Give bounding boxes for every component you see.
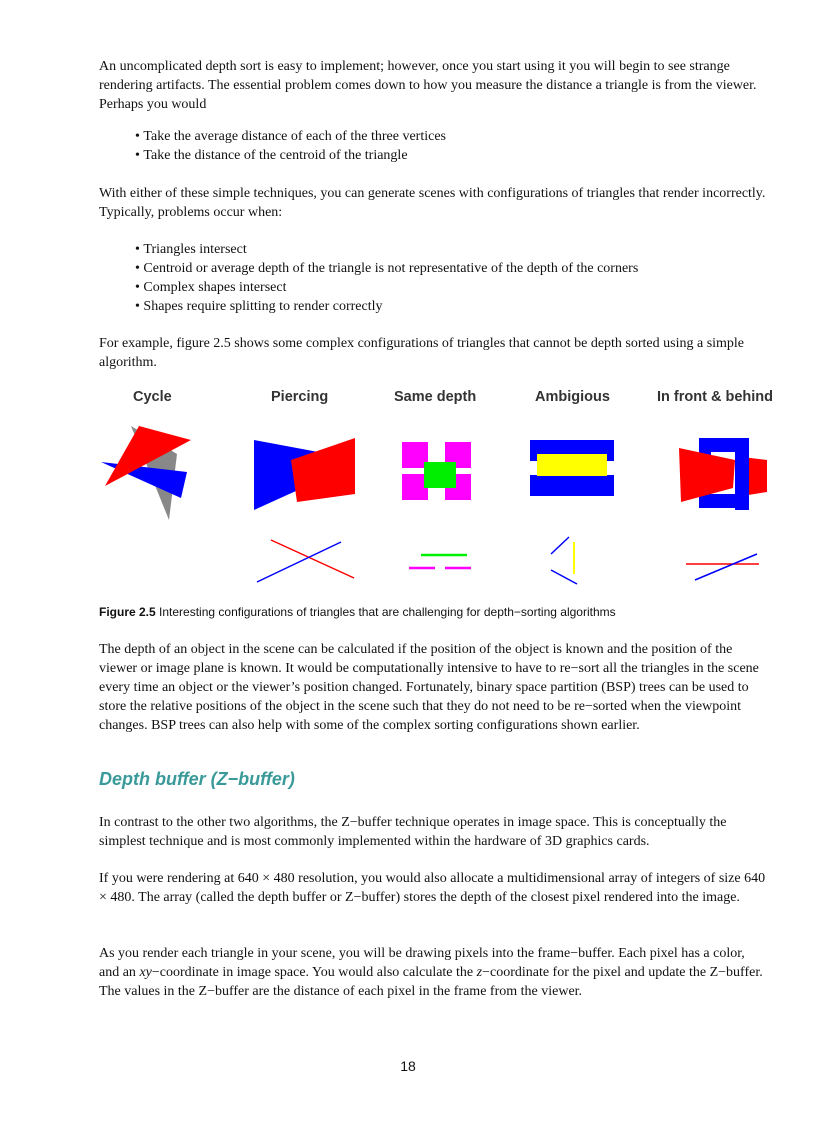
in-front-behind-diagram [679, 438, 767, 580]
page-number: 18 [400, 1058, 416, 1074]
ambigious-blue-edge [551, 537, 569, 554]
section-heading: Depth buffer (Z−buffer) [99, 769, 295, 789]
figure-illustration [99, 382, 779, 594]
list-item: • Take the average distance of each of the three vertices [135, 127, 755, 146]
text-run: −coordinate for the pixel and update the Z−buffer. The values in the Z−buffer are the distance of each pixel in the frame from the viewer. [99, 965, 763, 999]
list-item: • Shapes require splitting to render correctly [135, 297, 755, 316]
cycle-diagram [101, 426, 191, 520]
list-item: • Complex shapes intersect [135, 278, 755, 297]
same-depth-green-square [424, 462, 456, 488]
italic-xy: xy [139, 965, 152, 980]
ambigious-yellow-bar [537, 454, 607, 476]
list-item: • Centroid or average depth of the triangle is not representative of the depth of the corners [135, 259, 755, 278]
bullet-list-problems [135, 240, 755, 316]
piercing-blue-edge [257, 542, 341, 582]
in-front-behind-blue-edge [695, 554, 757, 580]
zbuffer-paragraph-1: In contrast to the other two algorithms, the Z−buffer technique operates in image space. This is conceptually the simplest technique and is most commonly implemented within the hardware of 3D graphics cards. [99, 815, 727, 849]
zbuffer-paragraph-2: If you were rendering at 640 × 480 resolution, you would also allocate a multidimensional array of integers of size 640 × 480. The array (called the depth buffer or Z−buffer) stores the depth of the closest pixel rendered into the image. [99, 871, 766, 905]
in-front-behind-blue-post [735, 448, 749, 510]
list-item: • Triangles intersect [135, 240, 755, 259]
piercing-diagram [254, 438, 355, 582]
figure-label-same-depth: Same depth [394, 389, 477, 405]
figure-number: Figure 2.5 [99, 605, 156, 619]
figure-label-in-front-behind: In front & behind [657, 389, 773, 405]
intro-paragraph: An uncomplicated depth sort is easy to implement; however, once you start using it you will begin to see strange rendering artifacts. The essential problem comes down to how you measure the distance a triangle is from the viewer. Perhaps you would [99, 59, 757, 112]
depth-paragraph: The depth of an object in the scene can be calculated if the position of the object is known and the position of the viewer or image plane is known. It would be computationally intensive to have to re−sort all the triangles in the scene every time an object or the viewer’s position changed. Fortunately, binary space partition (BSP) trees can be used to store the relative positions of the object in the scene such that they do not need to be re−sorted when the viewpoint changes. BSP trees can also help with some of the complex sorting configurations shown earlier. [99, 642, 759, 733]
italic-z: z [476, 965, 483, 980]
bullet-list-measure [135, 127, 755, 165]
text-run: −coordinate in image space. You would also calculate the [151, 965, 477, 980]
zbuffer-paragraph-3 [99, 944, 767, 1001]
figure-caption [99, 603, 779, 622]
same-depth-diagram [402, 442, 471, 568]
example-paragraph: For example, figure 2.5 shows some complex configurations of triangles that cannot be depth sorted using a simple algorithm. [99, 336, 745, 370]
figure-label-cycle: Cycle [133, 389, 172, 405]
figure-caption-text: Interesting configurations of triangles that are challenging for depth−sorting algorithms [155, 605, 616, 619]
either-paragraph: With either of these simple techniques, you can generate scenes with configurations of triangles that render incorrectly. Typically, problems occur when: [99, 186, 766, 220]
piercing-red-triangle [291, 438, 355, 502]
figure-2-5 [99, 382, 779, 594]
ambigious-diagram [524, 440, 620, 584]
figure-label-piercing: Piercing [271, 389, 329, 405]
figure-label-ambigious: Ambigious [535, 389, 610, 405]
text-run: As you render each triangle in your scene, you will be drawing pixels into the frame−buffer. Each pixel has a color, and an [99, 946, 745, 980]
list-item: • Take the distance of the centroid of the triangle [135, 146, 755, 165]
piercing-red-edge [271, 540, 354, 578]
